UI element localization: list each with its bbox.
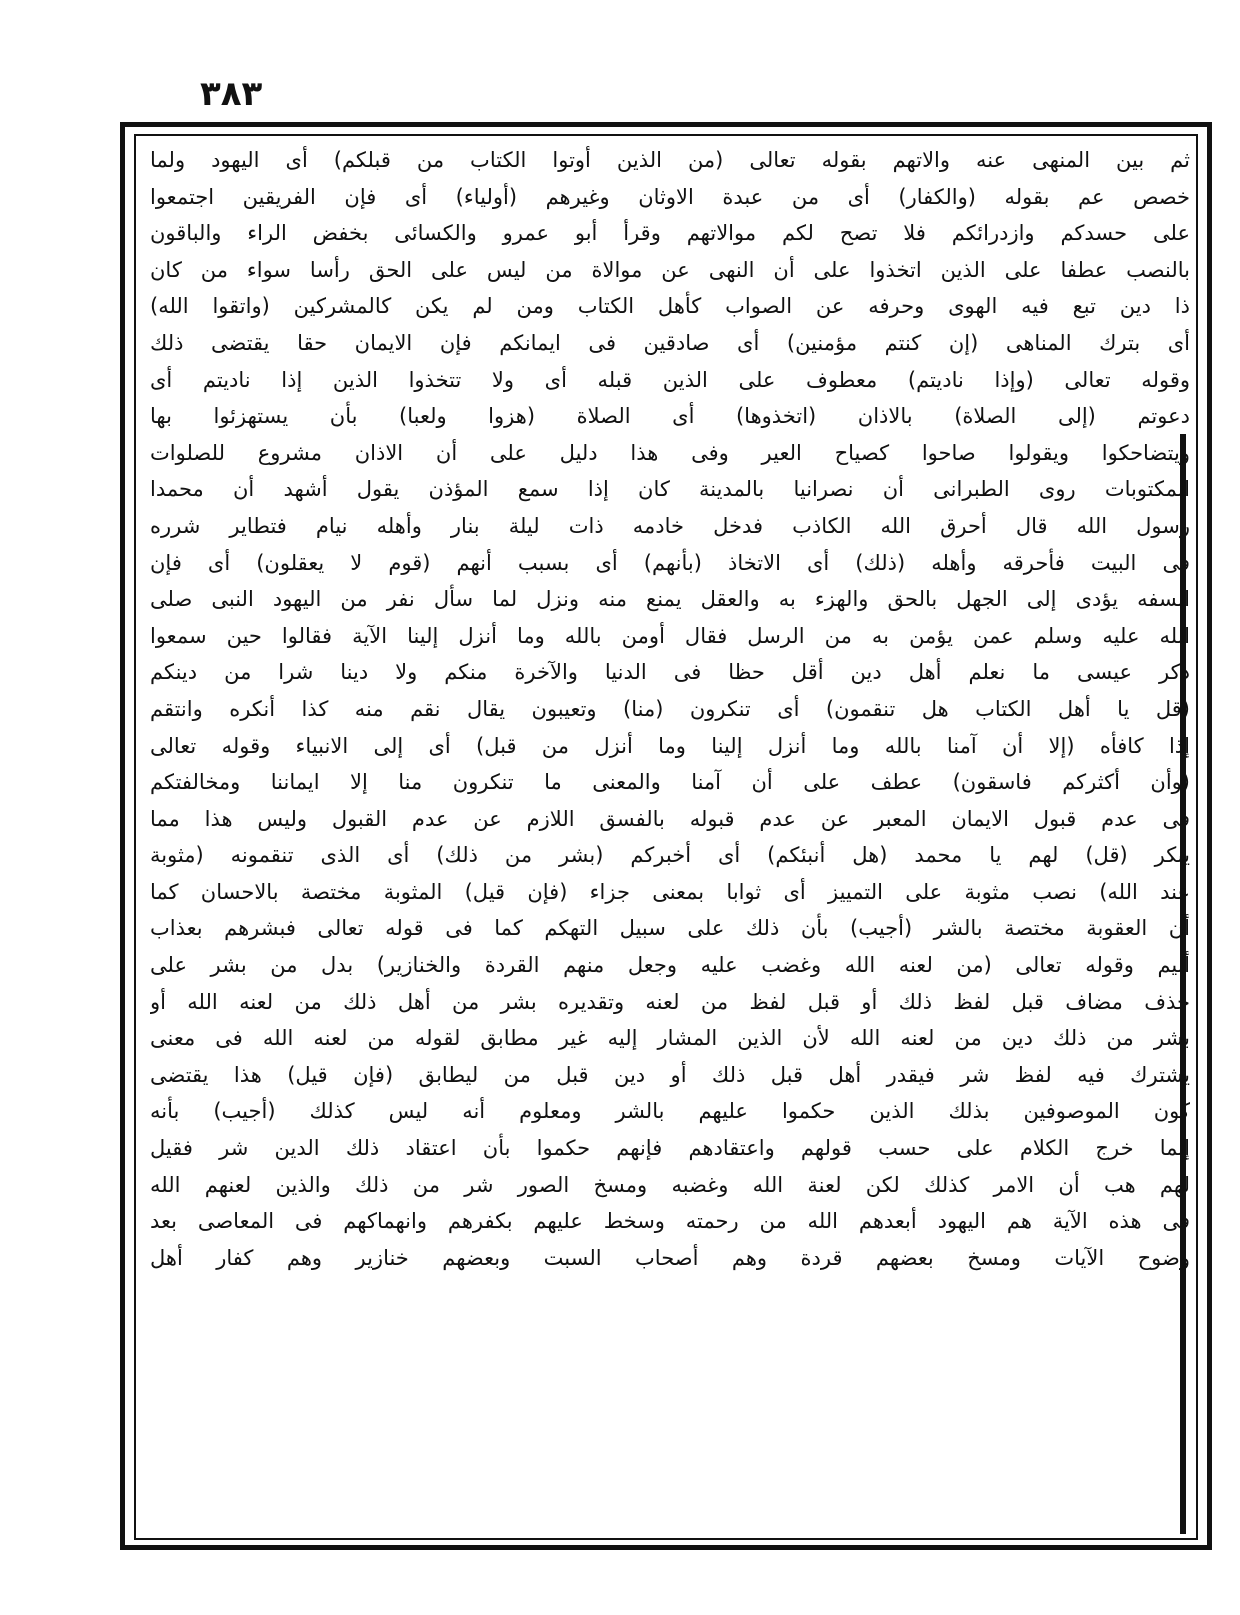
text-line: فى عدم قبول الايمان المعبر عن عدم قبوله بالفسق اللازم عن عدم القبول وليس هذا مما: [150, 806, 1190, 831]
text-line: (وأن أكثركم فاسقون) عطف على أن آمنا والمعنى ما تنكرون منا إلا ايماننا ومخالفتكم: [150, 770, 1190, 795]
text-line: أى بترك المناهى (إن كنتم مؤمنين) أى صادقين فى ايمانكم فإن الايمان حقا يقتضى ذلك: [150, 330, 1190, 355]
text-line: أن العقوبة مختصة بالشر (أجيب) بأن ذلك على سبيل التهكم كما فى قوله تعالى فبشرهم بعذاب: [150, 916, 1190, 941]
text-line: ثم بين المنهى عنه والاتهم بقوله تعالى (من الذين أوتوا الكتاب من قبلكم) أى اليهود ولما: [150, 148, 1190, 172]
text-line: بشر من ذلك دين من لعنه الله لأن الذين المشار إليه غير مطابق لقوله من لعنه الله فى معنى: [150, 1026, 1190, 1051]
page-number: ٣٨٣: [200, 74, 263, 114]
text-line: ويتضاحكوا ويقولوا صاحوا كصياح العير وفى هذا دليل على أن الاذان مشروع للصلوات: [150, 440, 1190, 465]
text-line: أليم وقوله تعالى (من لعنه الله وغضب عليه وجعل منهم القردة والخنازير) بدل من بشر على: [150, 953, 1190, 978]
text-line: لهم هب أن الامر كذلك لكن لعنة الله وغضبه ومسخ الصور شر من ذلك والذين لعنهم الله: [150, 1172, 1190, 1197]
text-line: على حسدكم وازدرائكم فلا تصح لكم موالاتهم وقرأ أبو عمرو والكسائى بخفض الراء والباقون: [150, 221, 1190, 246]
text-line: رسول الله قال أحرق الله الكاذب فدخل خادمه ذات ليلة بنار وأهله نيام فتطاير شرره: [150, 513, 1190, 538]
text-line: وقوله تعالى (وإذا ناديتم) معطوف على الذين قبله أى ولا تتخذوا الذين إذا ناديتم أى: [150, 367, 1190, 392]
text-line: خصص عم بقوله (والكفار) أى من عبدة الاوثان وغيرهم (أولياء) أى فإن الفريقين اجتمعوا: [150, 184, 1190, 209]
text-line: المكتوبات روى الطبرانى أن نصرانيا بالمدينة كان إذا سمع المؤذن يقول أشهد أن محمدا: [150, 477, 1190, 502]
text-line: كون الموصوفين بذلك الذين حكموا عليهم بالشر ومعلوم أنه ليس كذلك (أجيب) بأنه: [150, 1099, 1190, 1124]
text-line: حذف مضاف قبل لفظ ذلك أو قبل لفظ من لعنه وتقديره بشر من أهل ذلك من لعنه الله أو: [150, 989, 1190, 1014]
text-line: إنما خرج الكلام على حسب قولهم واعتقادهم فإنهم حكموا بأن اعتقاد ذلك الدين شر فقيل: [150, 1136, 1190, 1161]
text-line: يشترك فيه لفظ شر فيقدر أهل قبل ذلك أو دين قبل من ليطابق (فإن قيل) هذا يقتضى: [150, 1062, 1190, 1087]
text-line: ينكر (قل) لهم يا محمد (هل أنبئكم) أى أخبركم (بشر من ذلك) أى الذى تنقمونه (مثوبة: [150, 843, 1190, 868]
text-line: دعوتم (إلى الصلاة) بالاذان (اتخذوها) أى الصلاة (هزوا ولعبا) بأن يستهزئوا بها: [150, 404, 1190, 429]
text-line: فى هذه الآية هم اليهود أبعدهم الله من رحمته وسخط عليهم بكفرهم وانهماكهم فى المعاصى بعد: [150, 1209, 1190, 1234]
text-line: ذا دين تبع فيه الهوى وحرفه عن الصواب كأهل الكتاب ومن لم يكن كالمشركين (واتقوا الله): [150, 294, 1190, 319]
text-line: فى البيت فأحرقه وأهله (ذلك) أى الاتخاذ (بأنهم) أى بسبب أنهم (قوم لا يعقلون) أى فإن: [150, 550, 1190, 575]
main-text-block: [150, 142, 1190, 1534]
text-line: السفه يؤدى إلى الجهل بالحق والهزء به والعقل يمنع منه ونزل لما سأل نفر من اليهود النبى صلى: [150, 587, 1190, 612]
text-line: بالنصب عطفا على الذين اتخذوا على أن النهى عن موالاة من ليس على الحق رأسا سواء من كان: [150, 257, 1190, 282]
text-line: عند الله) نصب مثوبة على التمييز أى ثوابا بمعنى جزاء (فإن قيل) المثوبة مختصة بالاحسان كما: [150, 879, 1190, 904]
text-line: وضوح الآيات ومسخ بعضهم قردة وهم أصحاب السبت وبعضهم خنازير وهم كفار أهل: [150, 1245, 1190, 1270]
text-line: (قل يا أهل الكتاب هل تنقمون) أى تنكرون (منا) وتعيبون يقال نقم منه كذا أنكره وانتقم: [150, 696, 1190, 721]
text-line: الله عليه وسلم عمن يؤمن به من الرسل فقال أومن بالله وما أنزل إلينا الآية فقالوا حين سمعوا: [150, 623, 1190, 648]
text-line: ذكر عيسى ما نعلم أهل دين أقل حظا فى الدنيا والآخرة منكم ولا دينا شرا من دينكم: [150, 660, 1190, 685]
text-line: إذا كافأه (إلا أن آمنا بالله وما أنزل إلينا وما أنزل من قبل) أى إلى الانبياء وقوله تعالى: [150, 733, 1190, 758]
